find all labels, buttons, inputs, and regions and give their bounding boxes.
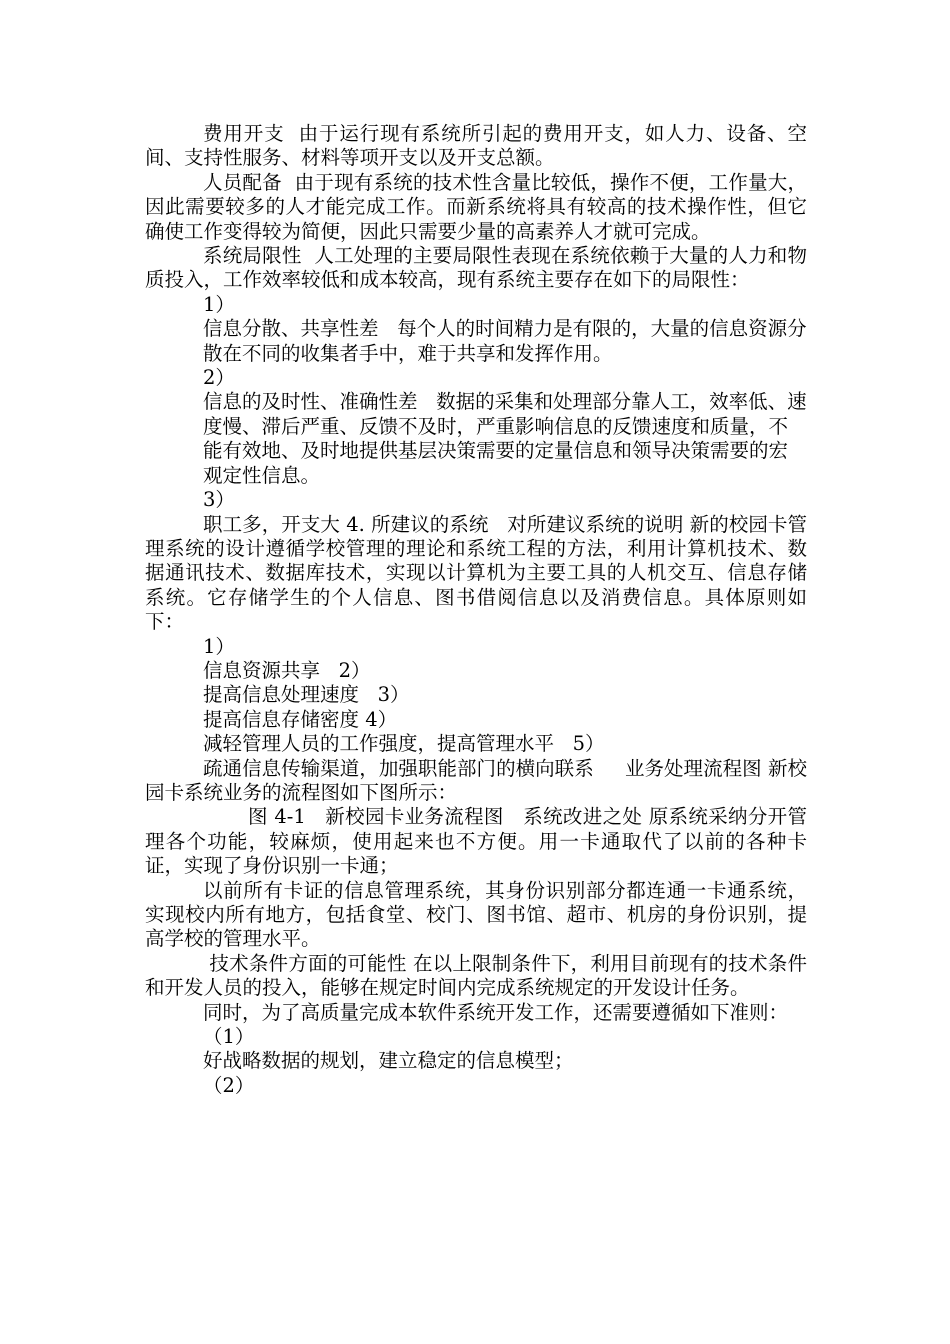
paragraph-cost: 费用开支 由于运行现有系统所引起的费用开支，如人力、设备、空间、支持性服务、材料等项开支以及开支总额。: [145, 122, 807, 170]
paragraph-card-system: 以前所有卡证的信息管理系统，其身份识别部分都连通一卡通系统，实现校内所有地方，包括食堂、校门、图书馆、超市、机房的身份识别，提高学校的管理水平。: [145, 878, 807, 951]
figure-caption-improvements: 图 4-1 新校园卡业务流程图 系统改进之处 原系统采纳分开管理各个功能，较麻烦，使用起来也不方便。用一卡通取代了以前的各种卡证，实现了身份识别一卡通；: [145, 805, 807, 878]
document-body: [145, 122, 807, 1098]
paragraph-technical-feasibility: 技术条件方面的可能性 在以上限制条件下，利用目前现有的技术条件和开发人员的投入，能够在规定时间内完成系统规定的开发设计任务。: [145, 951, 808, 1000]
principle-item-1: 信息资源共享 2）: [203, 658, 371, 682]
paragraph-flowchart: 疏通信息传输渠道，加强职能部门的横向联系 业务处理流程图 新校园卡系统业务的流程图如下图所示：: [145, 756, 807, 804]
list-marker-guideline-1: （1）: [203, 1025, 255, 1049]
principle-item-4: 减轻管理人员的工作强度，提高管理水平 5）: [203, 732, 605, 756]
paragraph-timeliness: 信息的及时性、准确性差 数据的采集和处理部分靠人工，效率低、速度慢、滞后严重、反馈不及时，严重影响信息的反馈速度和质量，不能有效地、及时地提供基层决策需要的定量信息和领导决策需要的宏观定性信息。: [203, 390, 807, 487]
paragraph-proposed-system: 职工多，开支大 4. 所建议的系统 对所建议系统的说明 新的校园卡管理系统的设计遵循学校管理的理论和系统工程的方法，利用计算机技术、数据通讯技术、数据库技术，实现以计算机为主要工具的人机交互、信息存储系统。它存储学生的个人信息、图书借阅信息以及消费信息。具体原则如下：: [145, 512, 807, 634]
list-marker-principle-1: 1）: [203, 634, 235, 658]
principle-item-3: 提高信息存储密度 4）: [203, 707, 398, 731]
principle-item-2: 提高信息处理速度 3）: [203, 683, 410, 707]
list-marker-2: 2）: [203, 366, 235, 390]
list-marker-3: 3）: [203, 488, 235, 512]
paragraph-guidelines: 同时，为了高质量完成本软件系统开发工作，还需要遵循如下准则：: [203, 1000, 789, 1024]
paragraph-limitations: 系统局限性 人工处理的主要局限性表现在系统依赖于大量的人力和物质投入，工作效率较低和成本较高，现有系统主要存在如下的局限性：: [145, 244, 807, 292]
paragraph-staffing: 人员配备 由于现有系统的技术性含量比较低，操作不便，工作量大，因此需要较多的人才能完成工作。而新系统将具有较高的技术操作性，但它确使工作变得较为简便，因此只需要少量的高素养人才就可完成。: [145, 170, 807, 243]
list-marker-guideline-2: （2）: [203, 1073, 255, 1097]
paragraph-info-scattered: 信息分散、共享性差 每个人的时间精力是有限的，大量的信息资源分散在不同的收集者手中，难于共享和发挥作用。: [203, 317, 807, 365]
guideline-item-1: 好战略数据的规划，建立稳定的信息模型；: [203, 1049, 574, 1073]
list-marker-1: 1）: [203, 292, 235, 316]
